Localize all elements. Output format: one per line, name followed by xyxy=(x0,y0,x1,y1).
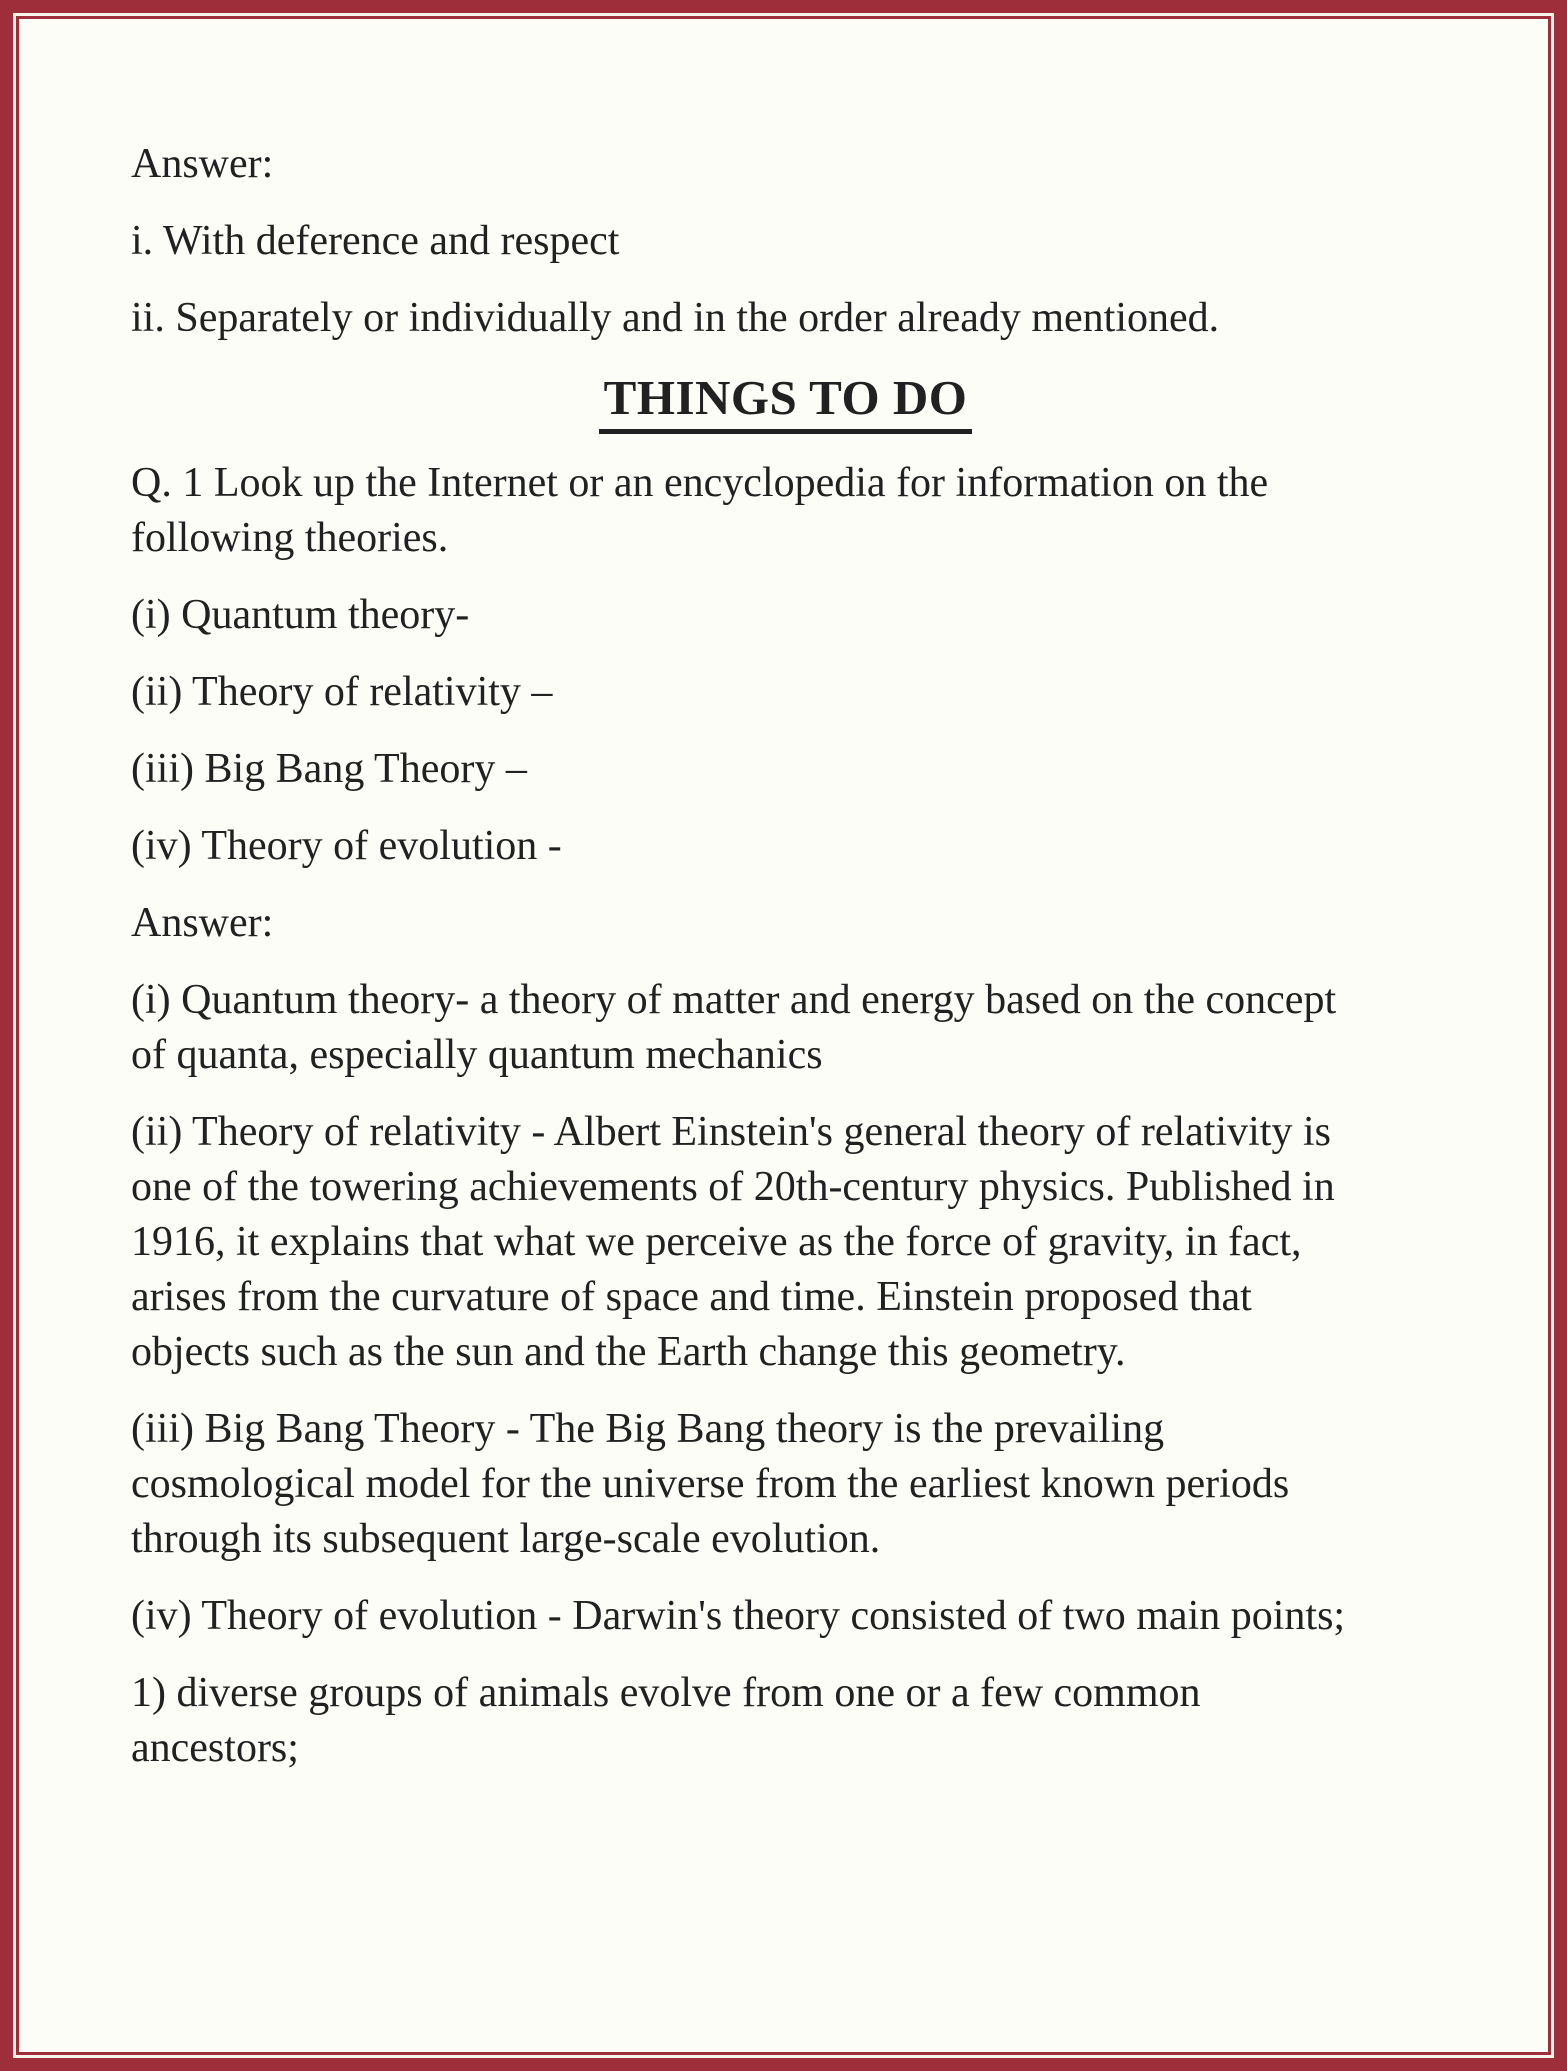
question-line-1: Q. 1 Look up the Internet or an encyclopedia for information on the xyxy=(131,460,1269,506)
answer-relativity-line-5: objects such as the sun and the Earth change this geometry. xyxy=(131,1329,1126,1375)
answer-bigbang-line-3: through its subsequent large-scale evolution. xyxy=(131,1516,881,1562)
section-heading-container xyxy=(131,368,1440,434)
answer-evolution-point1-line-1: 1) diverse groups of animals evolve from one or a few common xyxy=(131,1670,1201,1716)
answer-relativity-line-4: arises from the curvature of space and time. Einstein proposed that xyxy=(131,1274,1252,1320)
answer-bigbang-paragraph xyxy=(131,1402,1440,1567)
answer-evolution-point1-line-2: ancestors; xyxy=(131,1725,299,1771)
theory-list-item-2 xyxy=(131,665,1440,720)
answer-bigbang-line-2: cosmological model for the universe from the earliest known periods xyxy=(131,1461,1290,1507)
answer-quantum-line-1: (i) Quantum theory- a theory of matter and energy based on the concept xyxy=(131,977,1337,1023)
theory-list-item-4-text: (iv) Theory of evolution - xyxy=(131,823,562,869)
answer-bigbang-line-1: (iii) Big Bang Theory - The Big Bang theory is the prevailing xyxy=(131,1406,1165,1452)
theory-list-item-4 xyxy=(131,819,1440,874)
theory-list-item-3-text: (iii) Big Bang Theory – xyxy=(131,746,527,792)
answer-point-i-text: i. With deference and respect xyxy=(131,218,620,264)
answer-intro-point-i xyxy=(131,214,1440,269)
answer-quantum-line-2: of quanta, especially quantum mechanics xyxy=(131,1032,823,1078)
answer-quantum-paragraph xyxy=(131,973,1440,1083)
theory-list-item-3 xyxy=(131,742,1440,797)
answer-label-2-text: Answer: xyxy=(131,900,274,946)
answer-label-text: Answer: xyxy=(131,141,274,187)
question-paragraph xyxy=(131,456,1440,566)
answer-evolution-point1-paragraph xyxy=(131,1666,1440,1776)
theory-list-item-1 xyxy=(131,588,1440,643)
theory-list-item-2-text: (ii) Theory of relativity – xyxy=(131,669,553,715)
answer-label-2 xyxy=(131,896,1440,951)
answer-point-ii-text: ii. Separately or individually and in the order already mentioned. xyxy=(131,295,1220,341)
answer-intro-label xyxy=(131,137,1440,192)
answer-relativity-line-3: 1916, it explains that what we perceive as the force of gravity, in fact, xyxy=(131,1219,1302,1265)
answer-evolution-paragraph xyxy=(131,1589,1440,1644)
theory-list-item-1-text: (i) Quantum theory- xyxy=(131,592,470,638)
question-line-2: following theories. xyxy=(131,515,449,561)
answer-relativity-paragraph xyxy=(131,1105,1440,1380)
document-page xyxy=(16,16,1551,2055)
answer-intro-point-ii xyxy=(131,291,1440,346)
answer-relativity-line-1: (ii) Theory of relativity - Albert Einstein's general theory of relativity is xyxy=(131,1109,1331,1155)
answer-evolution-line-1: (iv) Theory of evolution - Darwin's theory consisted of two main points; xyxy=(131,1593,1346,1639)
answer-relativity-line-2: one of the towering achievements of 20th-century physics. Published in xyxy=(131,1164,1335,1210)
section-heading: THINGS TO DO xyxy=(599,368,973,434)
